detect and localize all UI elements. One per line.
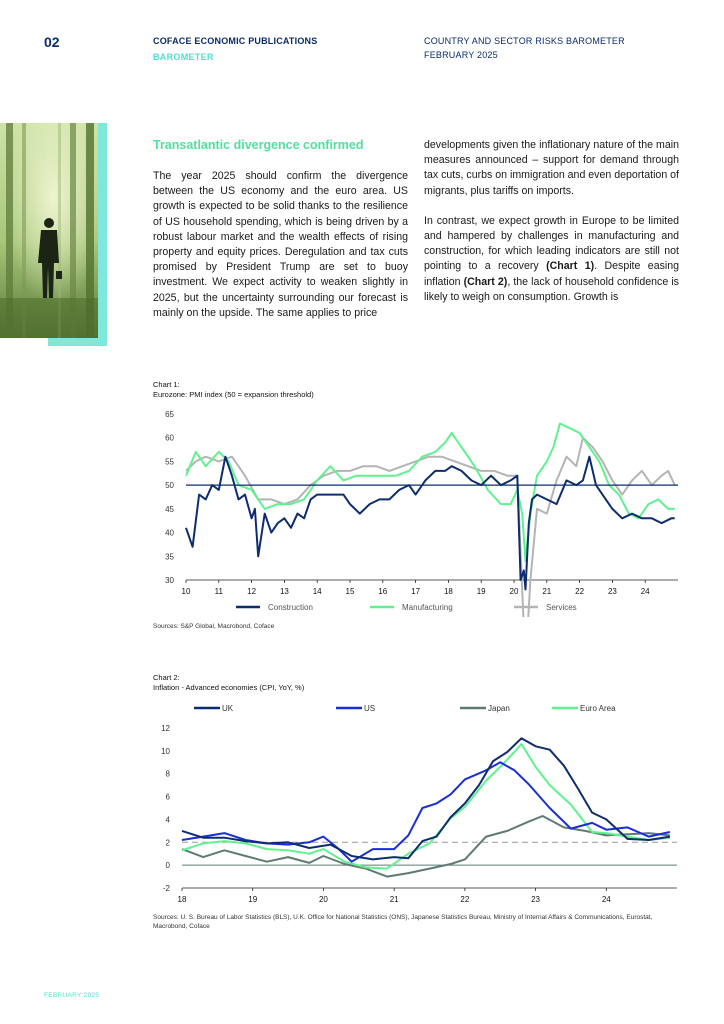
x-tick-label: 12 — [247, 587, 257, 596]
y-tick-label: 45 — [165, 504, 174, 514]
legend-label-construction: Construction — [268, 603, 313, 612]
report-date: FEBRUARY 2025 — [424, 50, 498, 60]
text-run: . Despite easing inflation — [424, 260, 680, 288]
article-paragraph — [424, 214, 679, 305]
x-tick-label: 20 — [509, 587, 519, 596]
y-tick-label: 0 — [165, 861, 170, 871]
chart1-svg — [140, 402, 690, 617]
y-tick-label: 12 — [161, 724, 170, 733]
x-tick-label: 24 — [640, 587, 650, 596]
x-tick-label: 16 — [378, 587, 388, 596]
publication-subtitle: BAROMETER — [153, 52, 214, 62]
y-tick-label: 40 — [165, 528, 174, 538]
y-tick-label: 60 — [165, 433, 174, 443]
chart2-subtitle: Inflation - Advanced economies (CPI, YoY, %) — [153, 683, 305, 692]
chart1-sources: Sources: S&P Global, Macrobond, Coface — [153, 623, 275, 630]
article-column-1 — [153, 138, 408, 336]
y-tick-label: 4 — [165, 815, 170, 825]
footer-date: FEBRUARY 2025 — [44, 992, 100, 999]
x-tick-label: 11 — [214, 587, 223, 596]
legend-label-us: US — [364, 704, 376, 713]
forest-photo — [0, 123, 98, 338]
publication-name: COFACE ECONOMIC PUBLICATIONS — [153, 36, 318, 46]
x-tick-label: 10 — [181, 587, 191, 596]
x-tick-label: 24 — [601, 895, 611, 904]
chart2-sources: Sources: U. S. Bureau of Labor Statistics (BLS), U.K. Office for National Statistics (ONS), Japanese Statistics Bureau, Ministry of Internal Affairs & Communications, Eurostat, Macrobond, Coface — [153, 914, 653, 930]
x-tick-label: 13 — [279, 587, 289, 596]
chart-reference: (Chart 1) — [546, 260, 595, 273]
y-tick-label: -2 — [162, 884, 170, 893]
x-tick-label: 21 — [542, 587, 552, 596]
x-tick-label: 15 — [345, 587, 355, 596]
x-tick-label: 20 — [318, 895, 328, 904]
series-line-construction — [186, 457, 675, 590]
y-tick-label: 10 — [161, 746, 170, 756]
chart2-svg — [140, 698, 690, 908]
x-tick-label: 14 — [312, 587, 322, 596]
chart1-label: Chart 1: — [153, 380, 180, 389]
legend-label-japan: Japan — [488, 704, 510, 713]
y-tick-label: 50 — [165, 481, 174, 491]
x-tick-label: 19 — [476, 587, 486, 596]
y-tick-label: 35 — [165, 552, 174, 562]
y-tick-label: 65 — [165, 410, 174, 419]
chart2-label: Chart 2: — [153, 673, 180, 682]
x-tick-label: 18 — [443, 587, 453, 596]
x-tick-label: 22 — [575, 587, 585, 596]
article-heading: Transatlantic divergence confirmed — [153, 138, 364, 152]
series-line-uk — [182, 738, 670, 859]
x-tick-label: 22 — [460, 895, 470, 904]
y-tick-label: 30 — [165, 576, 174, 585]
article-paragraph: The year 2025 should confirm the divergence between the US economy and the euro area. US growth is expected to be solid thanks to the resilience of US household spending, which is being driven by a robust labour market and the wealth effects of rising property and equity prices. Deregulation and tax cuts promised by President Trump are set to buoy investment. We expect activity to weaken slightly in 2025, but the uncertainty surrounding our forecast is mainly on the upside. The same applies to price — [153, 170, 408, 319]
legend-label-uk: UK — [222, 704, 234, 713]
article-column-2 — [424, 138, 679, 320]
legend-label-services: Services — [546, 603, 577, 612]
chart-reference: (Chart 2) — [463, 275, 508, 288]
legend-label-manufacturing: Manufacturing — [402, 603, 453, 612]
y-tick-label: 55 — [165, 457, 174, 467]
legend-label-euro-area: Euro Area — [580, 704, 616, 713]
article-paragraph: developments given the inflationary nature of the main measures announced – support for demand through tax cuts, curbs on immigration and even deportation of migrants, plus tariffs on imports. — [424, 139, 679, 197]
x-tick-label: 23 — [531, 895, 541, 904]
y-tick-label: 8 — [165, 769, 170, 779]
x-tick-label: 19 — [248, 895, 258, 904]
chart1-subtitle: Eurozone: PMI index (50 = expansion threshold) — [153, 390, 314, 399]
text-run: In contrast, we expect growth in Europe to be limited and hampered by challenges in manufacturing and construction, for which leading indicators are still not pointing to a recovery — [424, 214, 679, 273]
x-tick-label: 23 — [607, 587, 617, 596]
x-tick-label: 17 — [411, 587, 421, 596]
text-run: , the lack of household confidence is likely to weigh on consumption. Growth is — [424, 275, 679, 303]
report-title: COUNTRY AND SECTOR RISKS BAROMETER — [424, 36, 625, 46]
y-tick-label: 6 — [165, 792, 170, 802]
y-tick-label: 2 — [165, 838, 170, 848]
x-tick-label: 18 — [177, 895, 187, 904]
page-number: 02 — [44, 34, 60, 50]
x-tick-label: 21 — [389, 895, 399, 904]
